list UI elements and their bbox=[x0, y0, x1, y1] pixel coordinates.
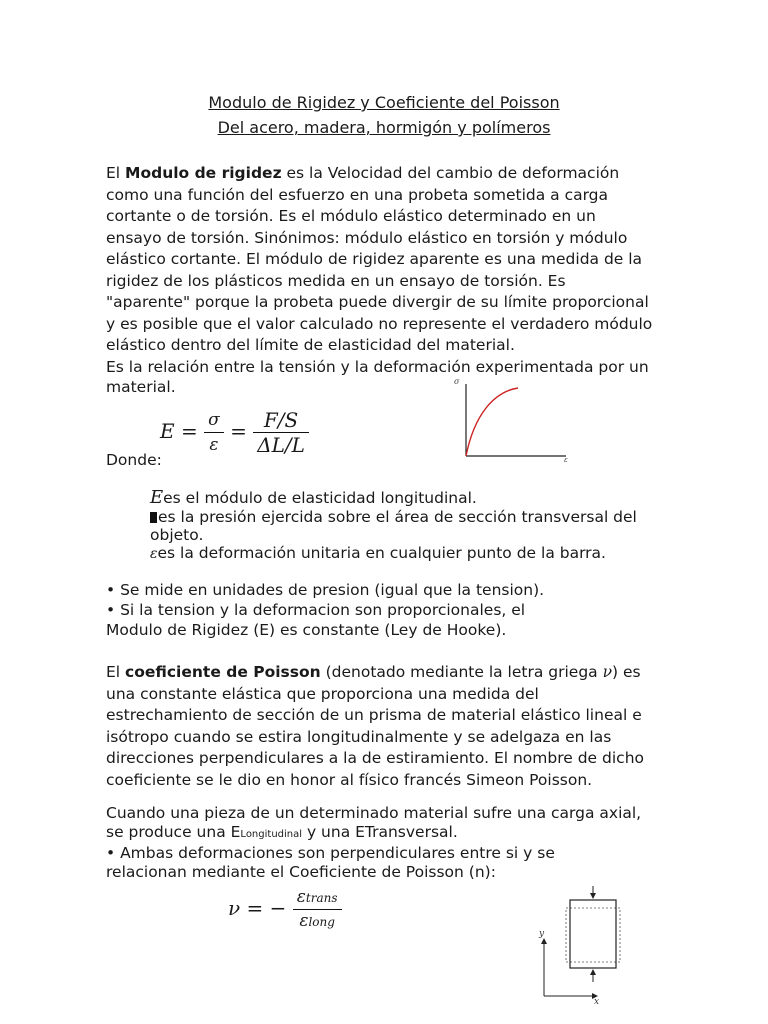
formula-equals: = bbox=[230, 419, 247, 443]
relation-line: Es la relación entre la tensión y la deformación experimentada por un bbox=[106, 358, 649, 376]
formula-poisson bbox=[228, 886, 342, 933]
intro-line: ensayo de torsión. Sinónimos: módulo elástico en torsión y módulo bbox=[106, 228, 628, 247]
list-item: • Se mide en unidades de presion (igual que la tension). bbox=[106, 581, 545, 599]
definition-item: Ees el módulo de elasticidad longitudinal. bbox=[150, 487, 477, 508]
fraction-sigma-epsilon: $\frac{\sigma}{\varepsilon}$ bbox=[204, 408, 224, 457]
relation-line: material. bbox=[106, 378, 176, 396]
chart-y-label: σ bbox=[454, 377, 460, 386]
intro-line-1: El Modulo de rigidez es la Velocidad del cambio de deformación bbox=[106, 164, 620, 182]
donde-label: Donde: bbox=[106, 451, 162, 469]
definition-item: εes la deformación unitaria en cualquier punto de la barra. bbox=[150, 544, 606, 562]
symbol-epsilon: ε bbox=[150, 546, 158, 562]
poisson-line: isótropo cuando se estira longitudinalmente y se adelgaza en las bbox=[106, 727, 612, 746]
fraction-force-area: $\frac{F/S}{\Delta L/L}$ bbox=[253, 408, 309, 457]
longitudinal-subscript: Longitudinal bbox=[240, 829, 303, 840]
formula-lhs: ν bbox=[228, 896, 241, 920]
formula-equals: = − bbox=[246, 896, 287, 920]
chart-x-label: ε bbox=[564, 456, 568, 464]
poisson-line: coeficiente se le dio en honor al físico francés Simeon Poisson. bbox=[106, 770, 593, 789]
intro-line: como una función del esfuerzo en una probeta sometida a carga bbox=[106, 185, 609, 204]
formula-young-modulus bbox=[160, 408, 309, 457]
intro-paragraph bbox=[106, 163, 686, 357]
definition-item: es la presión ejercida sobre el área de sección transversal del bbox=[150, 508, 670, 527]
axial-line: se produce una ELongitudinal y una ETransversal. bbox=[106, 823, 458, 841]
properties-list bbox=[106, 580, 686, 640]
intro-line: elástico dentro del límite de elasticidad del material. bbox=[106, 336, 515, 354]
axial-line: • Ambas deformaciones son perpendiculares entre si y se bbox=[106, 844, 555, 862]
intro-line: y es posible que el valor calculado no represente el verdadero módulo bbox=[106, 314, 653, 333]
list-item: • Si la tension y la deformacion son proporcionales, el bbox=[106, 601, 526, 619]
deformed-prism bbox=[570, 900, 616, 968]
stress-strain-chart bbox=[448, 376, 578, 464]
original-prism-outline bbox=[566, 908, 620, 962]
relation-paragraph bbox=[106, 357, 686, 397]
arrow-down-icon bbox=[590, 893, 596, 899]
title-line-1: Modulo de Rigidez y Coeficiente del Poisson bbox=[208, 93, 560, 112]
poisson-line: una constante elástica que proporciona una medida del bbox=[106, 684, 539, 703]
stress-strain-curve bbox=[466, 388, 518, 456]
axial-line: relacionan mediante el Coeficiente de Poisson (n): bbox=[106, 863, 496, 881]
poisson-line: direcciones perpendiculares a la de estiramiento. El nombre de dicho bbox=[106, 749, 644, 767]
poisson-paragraph bbox=[106, 662, 686, 791]
poisson-line-1: El coeficiente de Poisson (denotado mediante la letra griega ν) es bbox=[106, 663, 641, 681]
intro-line: rigidez de los plásticos medida en un ensayo de torsión. Es bbox=[106, 271, 566, 290]
list-item: Modulo de Rigidez (E) es constante (Ley de Hooke). bbox=[106, 621, 507, 639]
poisson-line: estrechamiento de sección de un prisma de material elástico lineal e bbox=[106, 706, 642, 724]
symbol-E: E bbox=[150, 487, 164, 508]
prism-deformation-diagram bbox=[532, 884, 632, 1006]
symbol-placeholder-icon bbox=[150, 512, 157, 523]
definition-item: objeto. bbox=[150, 526, 204, 544]
intro-line: cortante o de torsión. Es el módulo elástico determinado en un bbox=[106, 207, 596, 225]
term-coeficiente-poisson: coeficiente de Poisson bbox=[125, 663, 321, 681]
intro-line: "aparente" porque la probeta puede divergir de su límite proporcional bbox=[106, 293, 649, 311]
title-line-2: Del acero, madera, hormigón y polímeros bbox=[217, 118, 551, 137]
axial-paragraph bbox=[106, 804, 686, 882]
fraction-strain-ratio: $\frac{\text{εtrans}}{\text{εlong}}$ bbox=[293, 886, 342, 933]
term-modulo-rigidez: Modulo de rigidez bbox=[125, 164, 282, 182]
diagram-x-label: x bbox=[594, 997, 600, 1006]
formula-equals: = bbox=[180, 419, 198, 443]
axial-line: Cuando una pieza de un determinado material sufre una carga axial, bbox=[106, 804, 642, 822]
nu-symbol: ν bbox=[602, 663, 613, 681]
arrow-up-icon bbox=[590, 969, 596, 975]
intro-line: elástico cortante. El módulo de rigidez aparente es una medida de la bbox=[106, 250, 643, 268]
formula-lhs: E bbox=[160, 419, 175, 443]
diagram-y-label: y bbox=[539, 929, 545, 939]
